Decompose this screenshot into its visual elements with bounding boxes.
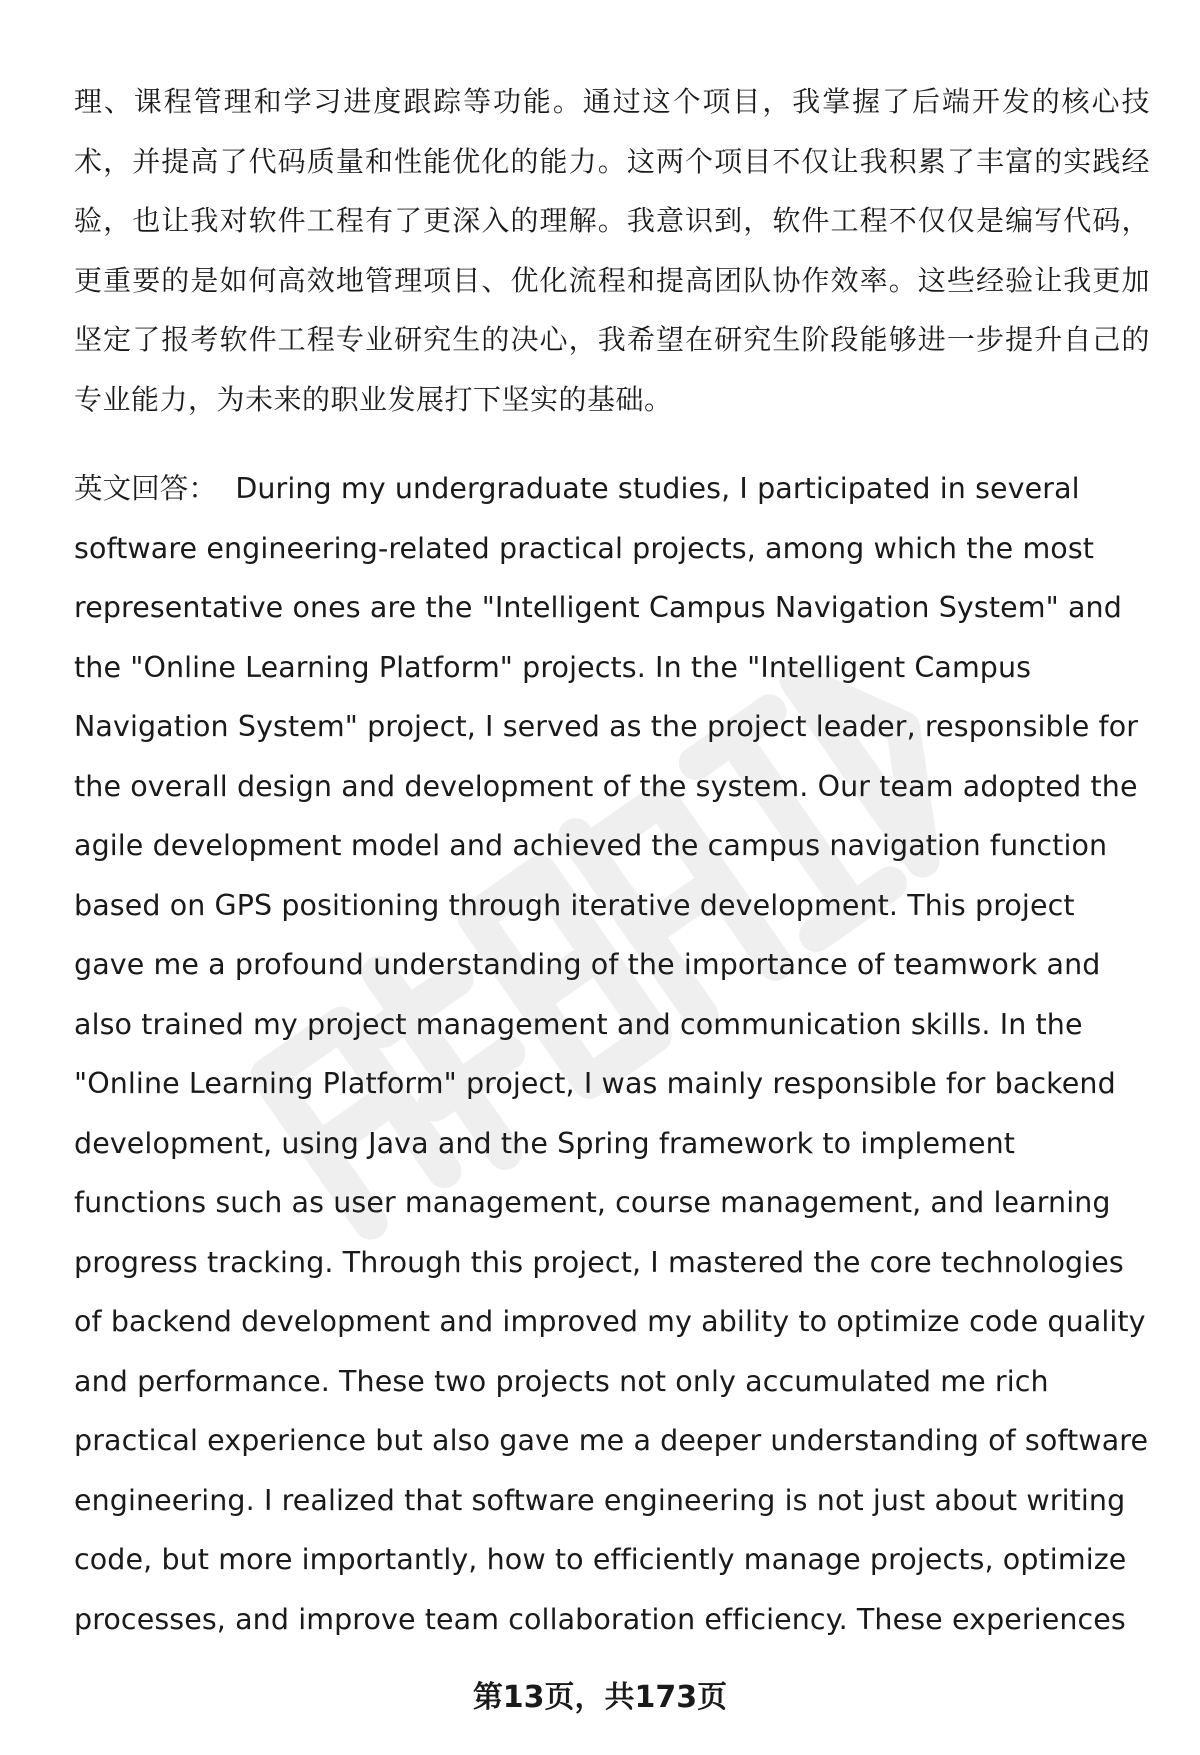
page-number-footer: 第13页，共173页 (472, 1680, 728, 1715)
english-answer-paragraph (74, 459, 1150, 1649)
english-answer-label: 英文回答： (74, 472, 218, 505)
document-body (74, 72, 1150, 1649)
chinese-paragraph: 理、课程管理和学习进度跟踪等功能。通过这个项目，我掌握了后端开发的核心技术，并提高了代码质量和性能优化的能力。这两个项目不仅让我积累了丰富的实践经验，也让我对软件工程有了更深入的理解。我意识到，软件工程不仅仅是编写代码，更重要的是如何高效地管理项目、优化流程和提高团队协作效率。这些经验让我更加坚定了报考软件工程专业研究生的决心，我希望在研究生阶段能够进一步提升自己的专业能力，为未来的职业发展打下坚实的基础。 (74, 85, 1150, 416)
english-answer-text: During my undergraduate studies, I participated in several software engineering-related practical projects, among which the most representative ones are the "Intelligent Campus Navigation System" and the "Online Learning Platform" projects. In the "Intelligent Campus Navigation System" project, I served as the project leader, responsible for the overall design and development of the system. Our team adopted the agile development model and achieved the campus navigation function based on GPS positioning through iterative development. This project gave me a profound understanding of the importance of teamwork and also trained my project management and communication skills. In the "Online Learning Platform" project, I was mainly responsible for backend development, using Java and the Spring framework to implement functions such as user management, course management, and learning progress tracking. Through this project, I mastered the core technologies of backend development and improved my ability to optimize code quality and performance. These two projects not only accumulated me rich practical experience but also gave me a deeper understanding of software engineering. I realized that software engineering is not just about writing code, but more importantly, how to efficiently manage projects, optimize processes, and improve team collaboration efficiency. These experiences (74, 472, 1149, 1636)
